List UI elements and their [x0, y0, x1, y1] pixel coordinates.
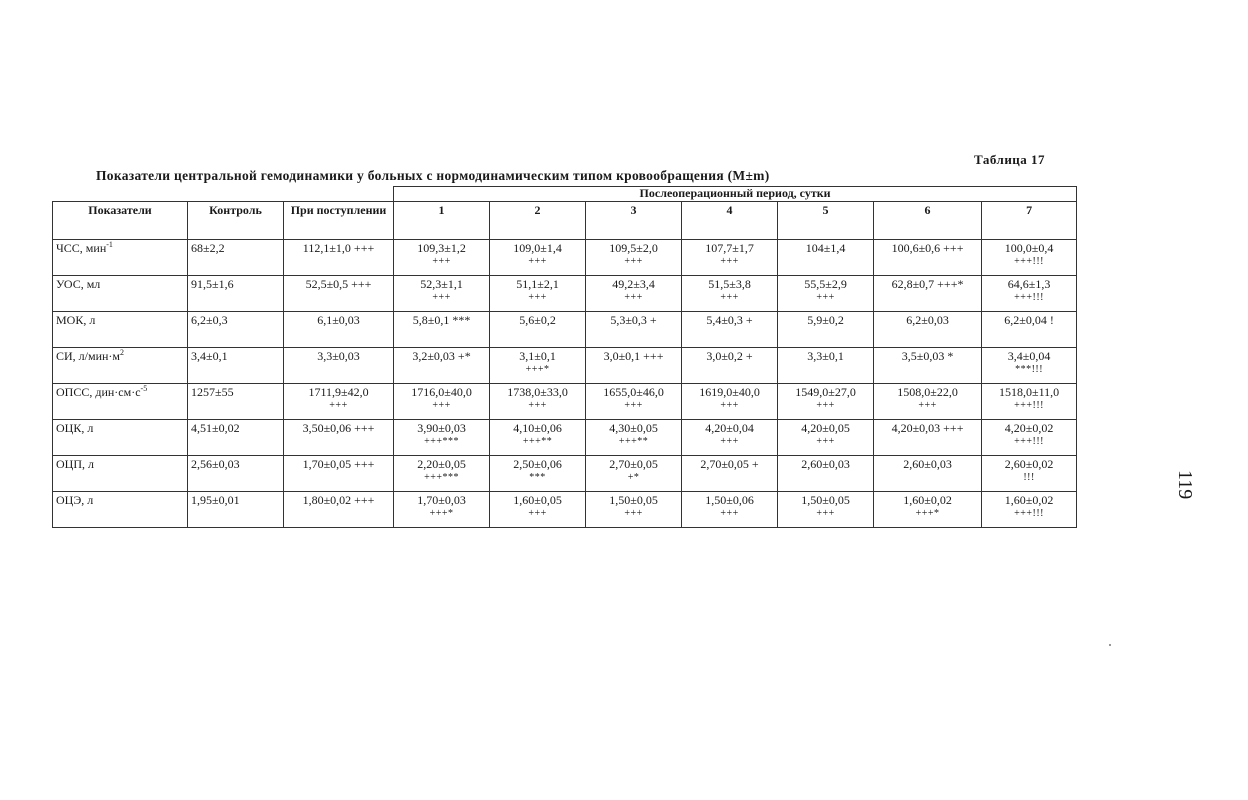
- significance-marks: +++: [720, 436, 739, 447]
- day-7-value: [982, 240, 1077, 276]
- admission-value: [284, 312, 394, 348]
- day-1-value: [394, 384, 490, 420]
- significance-marks: +++: [624, 508, 643, 519]
- cell-value: 5,4±0,3 +: [706, 313, 753, 327]
- page-number: 119: [1174, 470, 1196, 500]
- day-6-value: [874, 492, 982, 528]
- day-1-value: [394, 420, 490, 456]
- control-value: 91,5±1,6: [188, 276, 284, 312]
- cell-value: 49,2±3,4: [612, 277, 655, 291]
- day-4-value: [682, 240, 778, 276]
- cell-value: 1,50±0,05: [609, 493, 658, 507]
- cell-value: 1549,0±27,0: [795, 385, 856, 399]
- admission-value: [284, 384, 394, 420]
- cell-value: 107,7±1,7: [705, 241, 754, 255]
- cell-value: 51,5±3,8: [708, 277, 751, 291]
- col-day-5: 5: [778, 202, 874, 240]
- day-4-value: [682, 492, 778, 528]
- significance-marks: +++: [816, 508, 835, 519]
- row-indicator: [53, 312, 188, 348]
- indicator-unit-exponent: -1: [106, 240, 113, 249]
- cell-value: 2,70±0,05: [609, 457, 658, 471]
- significance-marks: +++: [432, 256, 451, 267]
- table-row: [53, 384, 1077, 420]
- significance-marks: +++**: [618, 436, 649, 447]
- table-row: [53, 240, 1077, 276]
- col-control: Контроль: [188, 202, 284, 240]
- indicator-label: ОЦК, л: [56, 421, 94, 435]
- day-6-value: [874, 240, 982, 276]
- indicator-label: ОЦП, л: [56, 457, 94, 471]
- significance-marks: +++: [816, 292, 835, 303]
- admission-value: [284, 492, 394, 528]
- cell-value: 1518,0±11,0: [998, 385, 1060, 399]
- cell-value: 2,20±0,05: [417, 457, 466, 471]
- significance-marks: +++!!!: [1014, 436, 1045, 447]
- cell-value: 112,1±1,0 +++: [302, 241, 375, 255]
- cell-value: 5,9±0,2: [807, 313, 844, 327]
- table-title: Показатели центральной гемодинамики у больных с нормодинамическим типом кровообращения (M±m): [96, 168, 770, 183]
- day-6-value: [874, 348, 982, 384]
- cell-value: 1508,0±22,0: [897, 385, 958, 399]
- cell-value: 6,2±0,03: [906, 313, 949, 327]
- cell-value: 2,60±0,03: [903, 457, 952, 471]
- day-2-value: [490, 420, 586, 456]
- admission-value: [284, 420, 394, 456]
- day-4-value: [682, 276, 778, 312]
- table-row: [53, 456, 1077, 492]
- significance-marks: +++: [528, 508, 547, 519]
- cell-value: 4,30±0,05: [609, 421, 658, 435]
- row-indicator: [53, 384, 188, 420]
- significance-marks: +*: [627, 472, 640, 483]
- admission-value: [284, 456, 394, 492]
- period-header: Послеоперационный период, сутки: [394, 187, 1077, 202]
- significance-marks: +++***: [424, 472, 459, 483]
- day-1-value: [394, 348, 490, 384]
- cell-value: 52,5±0,5 +++: [305, 277, 372, 291]
- col-day-1: 1: [394, 202, 490, 240]
- cell-value: 1,50±0,05: [801, 493, 850, 507]
- cell-value: 3,3±0,03: [317, 349, 360, 363]
- day-2-value: [490, 492, 586, 528]
- significance-marks: +++: [918, 400, 937, 411]
- significance-marks: +++: [720, 256, 739, 267]
- significance-marks: ***!!!: [1015, 364, 1044, 375]
- day-3-value: [586, 240, 682, 276]
- table-row: [53, 312, 1077, 348]
- cell-value: 3,50±0,06 +++: [302, 421, 375, 435]
- cell-value: 3,5±0,03 *: [901, 349, 954, 363]
- cell-value: 1655,0±46,0: [603, 385, 664, 399]
- cell-value: 1619,0±40,0: [699, 385, 760, 399]
- cell-value: 55,5±2,9: [804, 277, 847, 291]
- cell-value: 109,5±2,0: [609, 241, 658, 255]
- day-2-value: [490, 312, 586, 348]
- cell-value: 3,0±0,1 +++: [603, 349, 664, 363]
- day-3-value: [586, 492, 682, 528]
- cell-value: 6,1±0,03: [317, 313, 360, 327]
- day-6-value: [874, 312, 982, 348]
- cell-value: 51,1±2,1: [516, 277, 559, 291]
- col-indicator: Показатели: [53, 202, 188, 240]
- significance-marks: +++**: [522, 436, 553, 447]
- day-3-value: [586, 384, 682, 420]
- day-1-value: [394, 312, 490, 348]
- cell-value: 4,20±0,05: [801, 421, 850, 435]
- cell-value: 1,60±0,02: [1004, 493, 1054, 507]
- cell-value: 64,6±1,3: [1007, 277, 1051, 291]
- cell-value: 1716,0±40,0: [411, 385, 472, 399]
- day-6-value: [874, 420, 982, 456]
- significance-marks: ***: [529, 472, 546, 483]
- cell-value: 3,3±0,1: [807, 349, 844, 363]
- significance-marks: +++: [528, 292, 547, 303]
- row-indicator: [53, 456, 188, 492]
- day-7-value: [982, 348, 1077, 384]
- cell-value: 3,2±0,03 +*: [412, 349, 471, 363]
- hemodynamics-table: [52, 186, 1077, 528]
- significance-marks: +++: [624, 292, 643, 303]
- day-5-value: [778, 348, 874, 384]
- significance-marks: +++!!!: [1014, 508, 1045, 519]
- cell-value: 1738,0±33,0: [507, 385, 568, 399]
- cell-value: 2,60±0,03: [801, 457, 850, 471]
- period-header-row: [53, 187, 1077, 202]
- cell-value: 4,20±0,03 +++: [891, 421, 964, 435]
- day-7-value: [982, 312, 1077, 348]
- control-value: 1257±55: [188, 384, 284, 420]
- day-5-value: [778, 312, 874, 348]
- control-value: 2,56±0,03: [188, 456, 284, 492]
- day-7-value: [982, 384, 1077, 420]
- row-indicator: [53, 492, 188, 528]
- cell-value: 109,0±1,4: [513, 241, 562, 255]
- cell-value: 3,4±0,04: [1007, 349, 1051, 363]
- day-5-value: [778, 420, 874, 456]
- day-7-value: [982, 492, 1077, 528]
- cell-value: 3,0±0,2 +: [706, 349, 753, 363]
- day-1-value: [394, 276, 490, 312]
- significance-marks: +++: [528, 400, 547, 411]
- indicator-unit-exponent: -5: [140, 384, 148, 393]
- significance-marks: +++: [432, 292, 451, 303]
- day-3-value: [586, 456, 682, 492]
- day-5-value: [778, 456, 874, 492]
- table-row: [53, 348, 1077, 384]
- cell-value: 1,70±0,05 +++: [302, 457, 375, 471]
- day-3-value: [586, 348, 682, 384]
- cell-value: 3,1±0,1: [519, 349, 556, 363]
- control-value: 68±2,2: [188, 240, 284, 276]
- row-indicator: [53, 240, 188, 276]
- col-day-7: 7: [982, 202, 1077, 240]
- significance-marks: +++***: [424, 436, 459, 447]
- cell-value: 4,20±0,04: [705, 421, 754, 435]
- significance-marks: +++: [329, 400, 348, 411]
- cell-value: 100,6±0,6 +++: [891, 241, 964, 255]
- significance-marks: +++: [528, 256, 547, 267]
- col-admission: При поступлении: [284, 202, 394, 240]
- indicator-label: ОПСС, дин·см·с: [56, 385, 141, 399]
- cell-value: 5,6±0,2: [519, 313, 556, 327]
- table-row: [53, 420, 1077, 456]
- day-4-value: [682, 456, 778, 492]
- indicator-label: ОЦЭ, л: [56, 493, 94, 507]
- significance-marks: +++: [720, 292, 739, 303]
- cell-value: 2,50±0,06: [513, 457, 562, 471]
- indicator-label: МОК, л: [56, 313, 96, 327]
- significance-marks: +++: [432, 400, 451, 411]
- indicator-label: УОС, мл: [56, 277, 101, 291]
- significance-marks: +++*: [429, 508, 454, 519]
- day-6-value: [874, 384, 982, 420]
- cell-value: 1,60±0,05: [513, 493, 562, 507]
- significance-marks: +++: [816, 400, 835, 411]
- day-7-value: [982, 276, 1077, 312]
- day-2-value: [490, 240, 586, 276]
- col-day-3: 3: [586, 202, 682, 240]
- significance-marks: +++*: [915, 508, 940, 519]
- day-5-value: [778, 276, 874, 312]
- day-4-value: [682, 312, 778, 348]
- day-7-value: [982, 456, 1077, 492]
- control-value: 4,51±0,02: [188, 420, 284, 456]
- cell-value: 1,60±0,02: [903, 493, 952, 507]
- table-label: Таблица 17: [974, 152, 1046, 167]
- indicator-label: ЧСС, мин: [56, 241, 107, 255]
- significance-marks: +++*: [525, 364, 550, 375]
- col-day-2: 2: [490, 202, 586, 240]
- significance-marks: +++!!!: [1014, 256, 1045, 267]
- cell-value: 1,50±0,06: [705, 493, 754, 507]
- cell-value: 5,3±0,3 +: [610, 313, 657, 327]
- cell-value: 109,3±1,2: [417, 241, 466, 255]
- cell-value: 1,70±0,03: [417, 493, 466, 507]
- significance-marks: +++!!!: [1014, 400, 1045, 411]
- cell-value: 1,80±0,02 +++: [302, 493, 375, 507]
- significance-marks: +++: [720, 508, 739, 519]
- row-indicator: [53, 348, 188, 384]
- day-6-value: [874, 276, 982, 312]
- table-row: [53, 276, 1077, 312]
- cell-value: 2,60±0,02: [1004, 457, 1054, 471]
- day-2-value: [490, 384, 586, 420]
- cell-value: 6,2±0,04 !: [1004, 313, 1054, 327]
- day-5-value: [778, 384, 874, 420]
- significance-marks: +++: [624, 400, 643, 411]
- day-2-value: [490, 348, 586, 384]
- col-day-6: 6: [874, 202, 982, 240]
- day-5-value: [778, 240, 874, 276]
- cell-value: 4,10±0,06: [513, 421, 562, 435]
- day-7-value: [982, 420, 1077, 456]
- significance-marks: +++!!!: [1014, 292, 1045, 303]
- admission-value: [284, 348, 394, 384]
- col-day-4: 4: [682, 202, 778, 240]
- control-value: 6,2±0,3: [188, 312, 284, 348]
- day-1-value: [394, 492, 490, 528]
- cell-value: 5,8±0,1 ***: [412, 313, 471, 327]
- column-header-row: [53, 202, 1077, 240]
- cell-value: 1711,9±42,0: [308, 385, 369, 399]
- day-2-value: [490, 456, 586, 492]
- cell-value: 62,8±0,7 +++*: [891, 277, 964, 291]
- significance-marks: !!!: [1023, 472, 1035, 483]
- day-4-value: [682, 384, 778, 420]
- table-row: [53, 492, 1077, 528]
- day-3-value: [586, 420, 682, 456]
- significance-marks: +++: [720, 400, 739, 411]
- cell-value: 4,20±0,02: [1004, 421, 1054, 435]
- row-indicator: [53, 276, 188, 312]
- cell-value: 3,90±0,03: [417, 421, 466, 435]
- day-5-value: [778, 492, 874, 528]
- indicator-label: СИ, л/мин·м: [56, 349, 121, 363]
- day-3-value: [586, 312, 682, 348]
- scan-speck: [1109, 644, 1111, 646]
- cell-value: 52,3±1,1: [420, 277, 463, 291]
- day-3-value: [586, 276, 682, 312]
- day-2-value: [490, 276, 586, 312]
- row-indicator: [53, 420, 188, 456]
- day-6-value: [874, 456, 982, 492]
- cell-value: 2,70±0,05 +: [700, 457, 759, 471]
- day-4-value: [682, 348, 778, 384]
- day-1-value: [394, 240, 490, 276]
- control-value: 1,95±0,01: [188, 492, 284, 528]
- indicator-unit-exponent: 2: [120, 348, 125, 357]
- cell-value: 104±1,4: [805, 241, 846, 255]
- day-4-value: [682, 420, 778, 456]
- control-value: 3,4±0,1: [188, 348, 284, 384]
- day-1-value: [394, 456, 490, 492]
- admission-value: [284, 276, 394, 312]
- significance-marks: +++: [816, 436, 835, 447]
- admission-value: [284, 240, 394, 276]
- significance-marks: +++: [624, 256, 643, 267]
- cell-value: 100,0±0,4: [1004, 241, 1054, 255]
